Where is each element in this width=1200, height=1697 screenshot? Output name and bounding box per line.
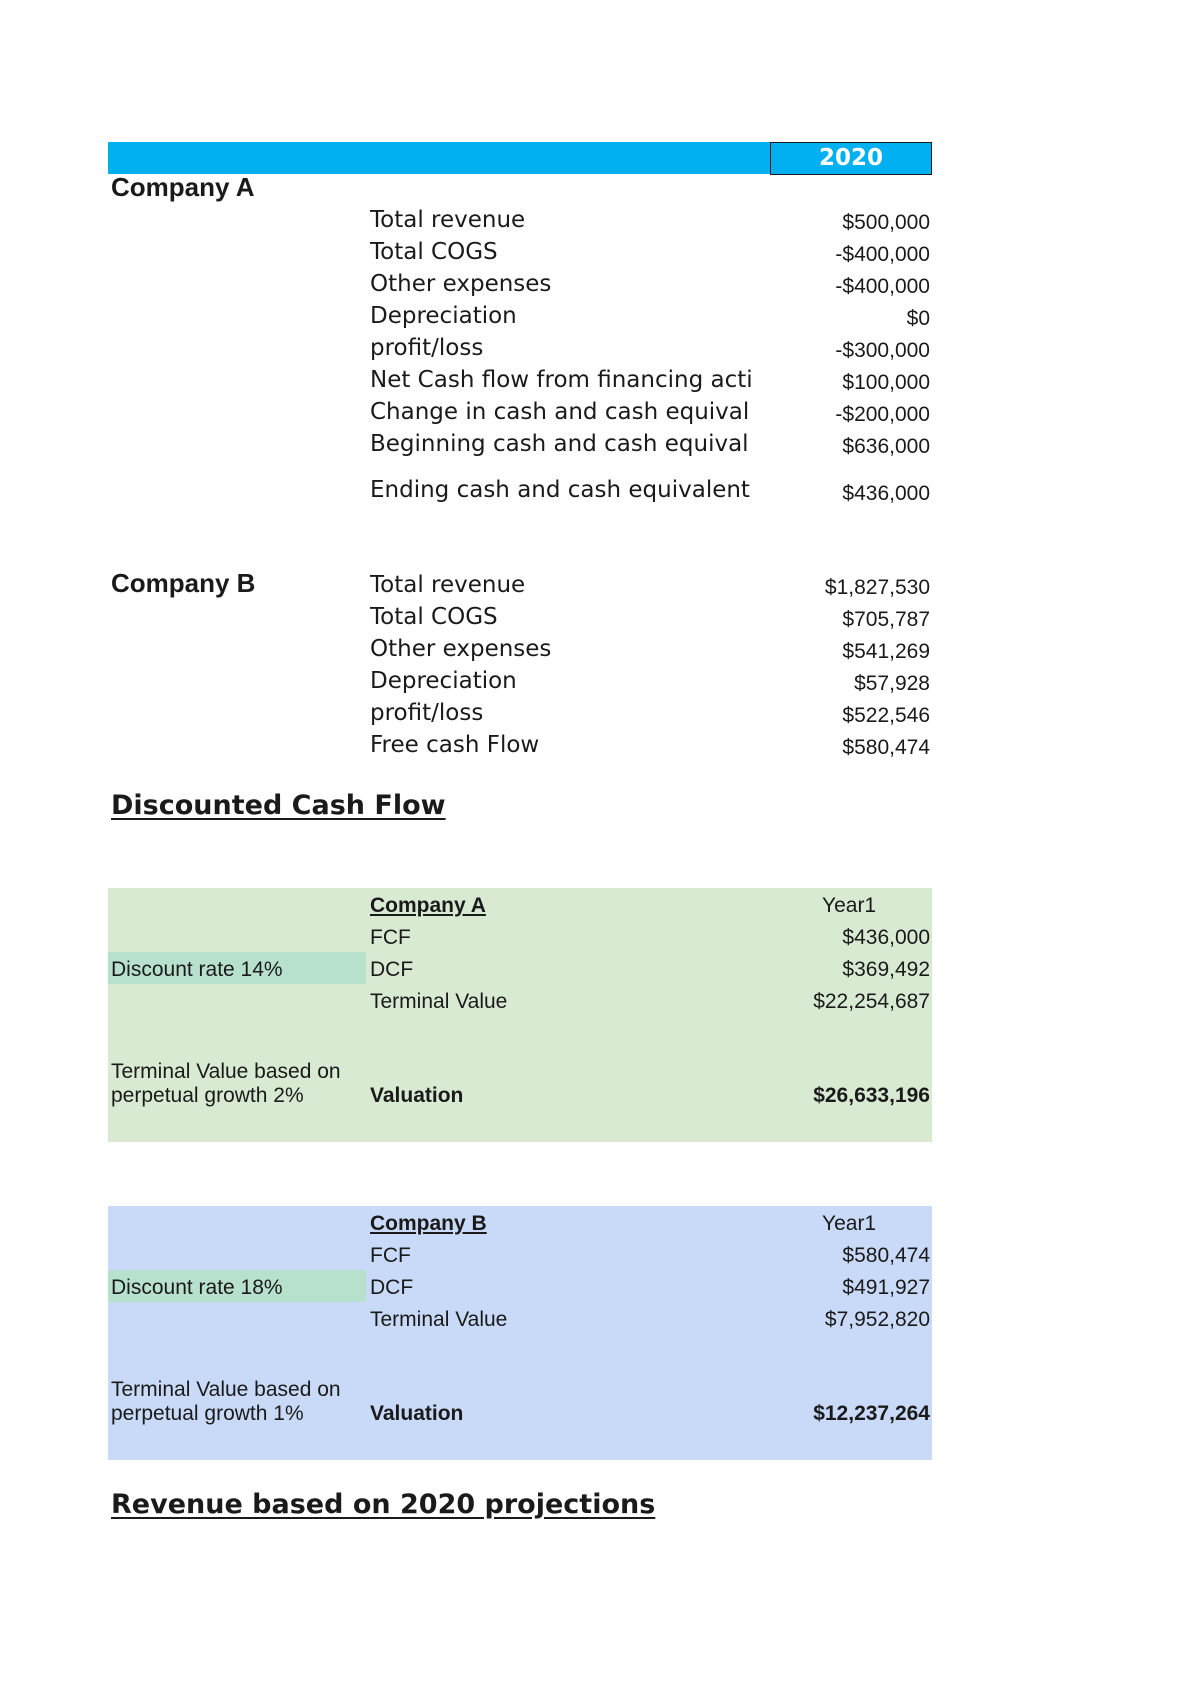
dcf-b-discount-rate: Discount rate 18% <box>111 1276 283 1299</box>
company-a-row-label: Change in cash and cash equival <box>370 399 750 425</box>
dcf-a-fcf-label: FCF <box>370 926 411 949</box>
dcf-a-dcf-value: $369,492 <box>842 958 930 981</box>
company-b-row-label: Other expenses <box>370 636 552 662</box>
dcf-a-fcf-value: $436,000 <box>842 926 930 949</box>
company-b-row-label: Total revenue <box>370 572 526 598</box>
dcf-a-company-heading: Company A <box>370 894 486 917</box>
company-b-row-value: $522,546 <box>842 704 930 727</box>
dcf-a-dcf-label: DCF <box>370 958 414 981</box>
dcf-b-fcf-label: FCF <box>370 1244 411 1267</box>
dcf-b-terminal-value: $7,952,820 <box>824 1308 930 1331</box>
company-a-row-value: -$300,000 <box>835 339 930 362</box>
company-a-row-label: Total revenue <box>370 207 526 233</box>
dcf-b-company-heading: Company B <box>370 1212 487 1235</box>
company-a-row-label: Net Cash flow from financing acti <box>370 367 753 393</box>
dcf-b-fcf-value: $580,474 <box>842 1244 930 1267</box>
company-a-row-label: profit/loss <box>370 335 484 361</box>
company-a-row-value: -$400,000 <box>835 243 930 266</box>
company-b-row-value: $541,269 <box>842 640 930 663</box>
dcf-b-terminal-value-label: Terminal Value <box>370 1308 508 1331</box>
company-a-row-value: $500,000 <box>842 211 930 234</box>
company-a-label: Company A <box>111 172 255 202</box>
company-a-row-value: $636,000 <box>842 435 930 458</box>
company-b-label: Company B <box>111 568 256 598</box>
dcf-a-terminal-value: $22,254,687 <box>813 990 930 1013</box>
company-a-row-label: Depreciation <box>370 303 517 329</box>
dcf-section-title: Discounted Cash Flow <box>111 790 446 821</box>
company-a-row-value: $436,000 <box>842 482 930 505</box>
company-b-row-value: $580,474 <box>842 736 930 759</box>
company-a-row-label: Other expenses <box>370 271 552 297</box>
company-a-row-label: Total COGS <box>370 239 498 265</box>
dcf-a-growth-note-line1: Terminal Value based on <box>111 1060 341 1083</box>
company-b-row-label: profit/loss <box>370 700 484 726</box>
company-a-row-value: $100,000 <box>842 371 930 394</box>
company-a-row-label: Beginning cash and cash equival <box>370 431 749 457</box>
dcf-b-valuation-label: Valuation <box>370 1402 464 1425</box>
year-header-cell[interactable]: 2020 <box>770 142 932 175</box>
company-b-row-value: $57,928 <box>854 672 930 695</box>
dcf-b-dcf-label: DCF <box>370 1276 414 1299</box>
dcf-a-valuation-label: Valuation <box>370 1084 464 1107</box>
dcf-b-dcf-value: $491,927 <box>842 1276 930 1299</box>
company-b-row-value: $1,827,530 <box>824 576 930 599</box>
dcf-b-valuation-value: $12,237,264 <box>813 1402 930 1425</box>
company-a-row-value: -$400,000 <box>835 275 930 298</box>
company-b-row-label: Total COGS <box>370 604 498 630</box>
company-a-row-value: -$200,000 <box>835 403 930 426</box>
dcf-b-growth-note-line2: perpetual growth 1% <box>111 1402 304 1425</box>
company-a-row-label: Ending cash and cash equivalent <box>370 477 750 503</box>
dcf-a-valuation-value: $26,633,196 <box>813 1084 930 1107</box>
company-b-row-value: $705,787 <box>842 608 930 631</box>
company-a-row-value: $0 <box>906 307 930 330</box>
dcf-b-growth-note-line1: Terminal Value based on <box>111 1378 341 1401</box>
dcf-a-terminal-value-label: Terminal Value <box>370 990 508 1013</box>
dcf-a-discount-rate: Discount rate 14% <box>111 958 283 981</box>
dcf-b-year-label: Year1 <box>822 1212 877 1235</box>
company-b-row-label: Free cash Flow <box>370 732 540 758</box>
dcf-a-year-label: Year1 <box>822 894 877 917</box>
revenue-section-title: Revenue based on 2020 projections <box>111 1489 656 1520</box>
dcf-a-growth-note-line2: perpetual growth 2% <box>111 1084 304 1107</box>
company-b-row-label: Depreciation <box>370 668 517 694</box>
